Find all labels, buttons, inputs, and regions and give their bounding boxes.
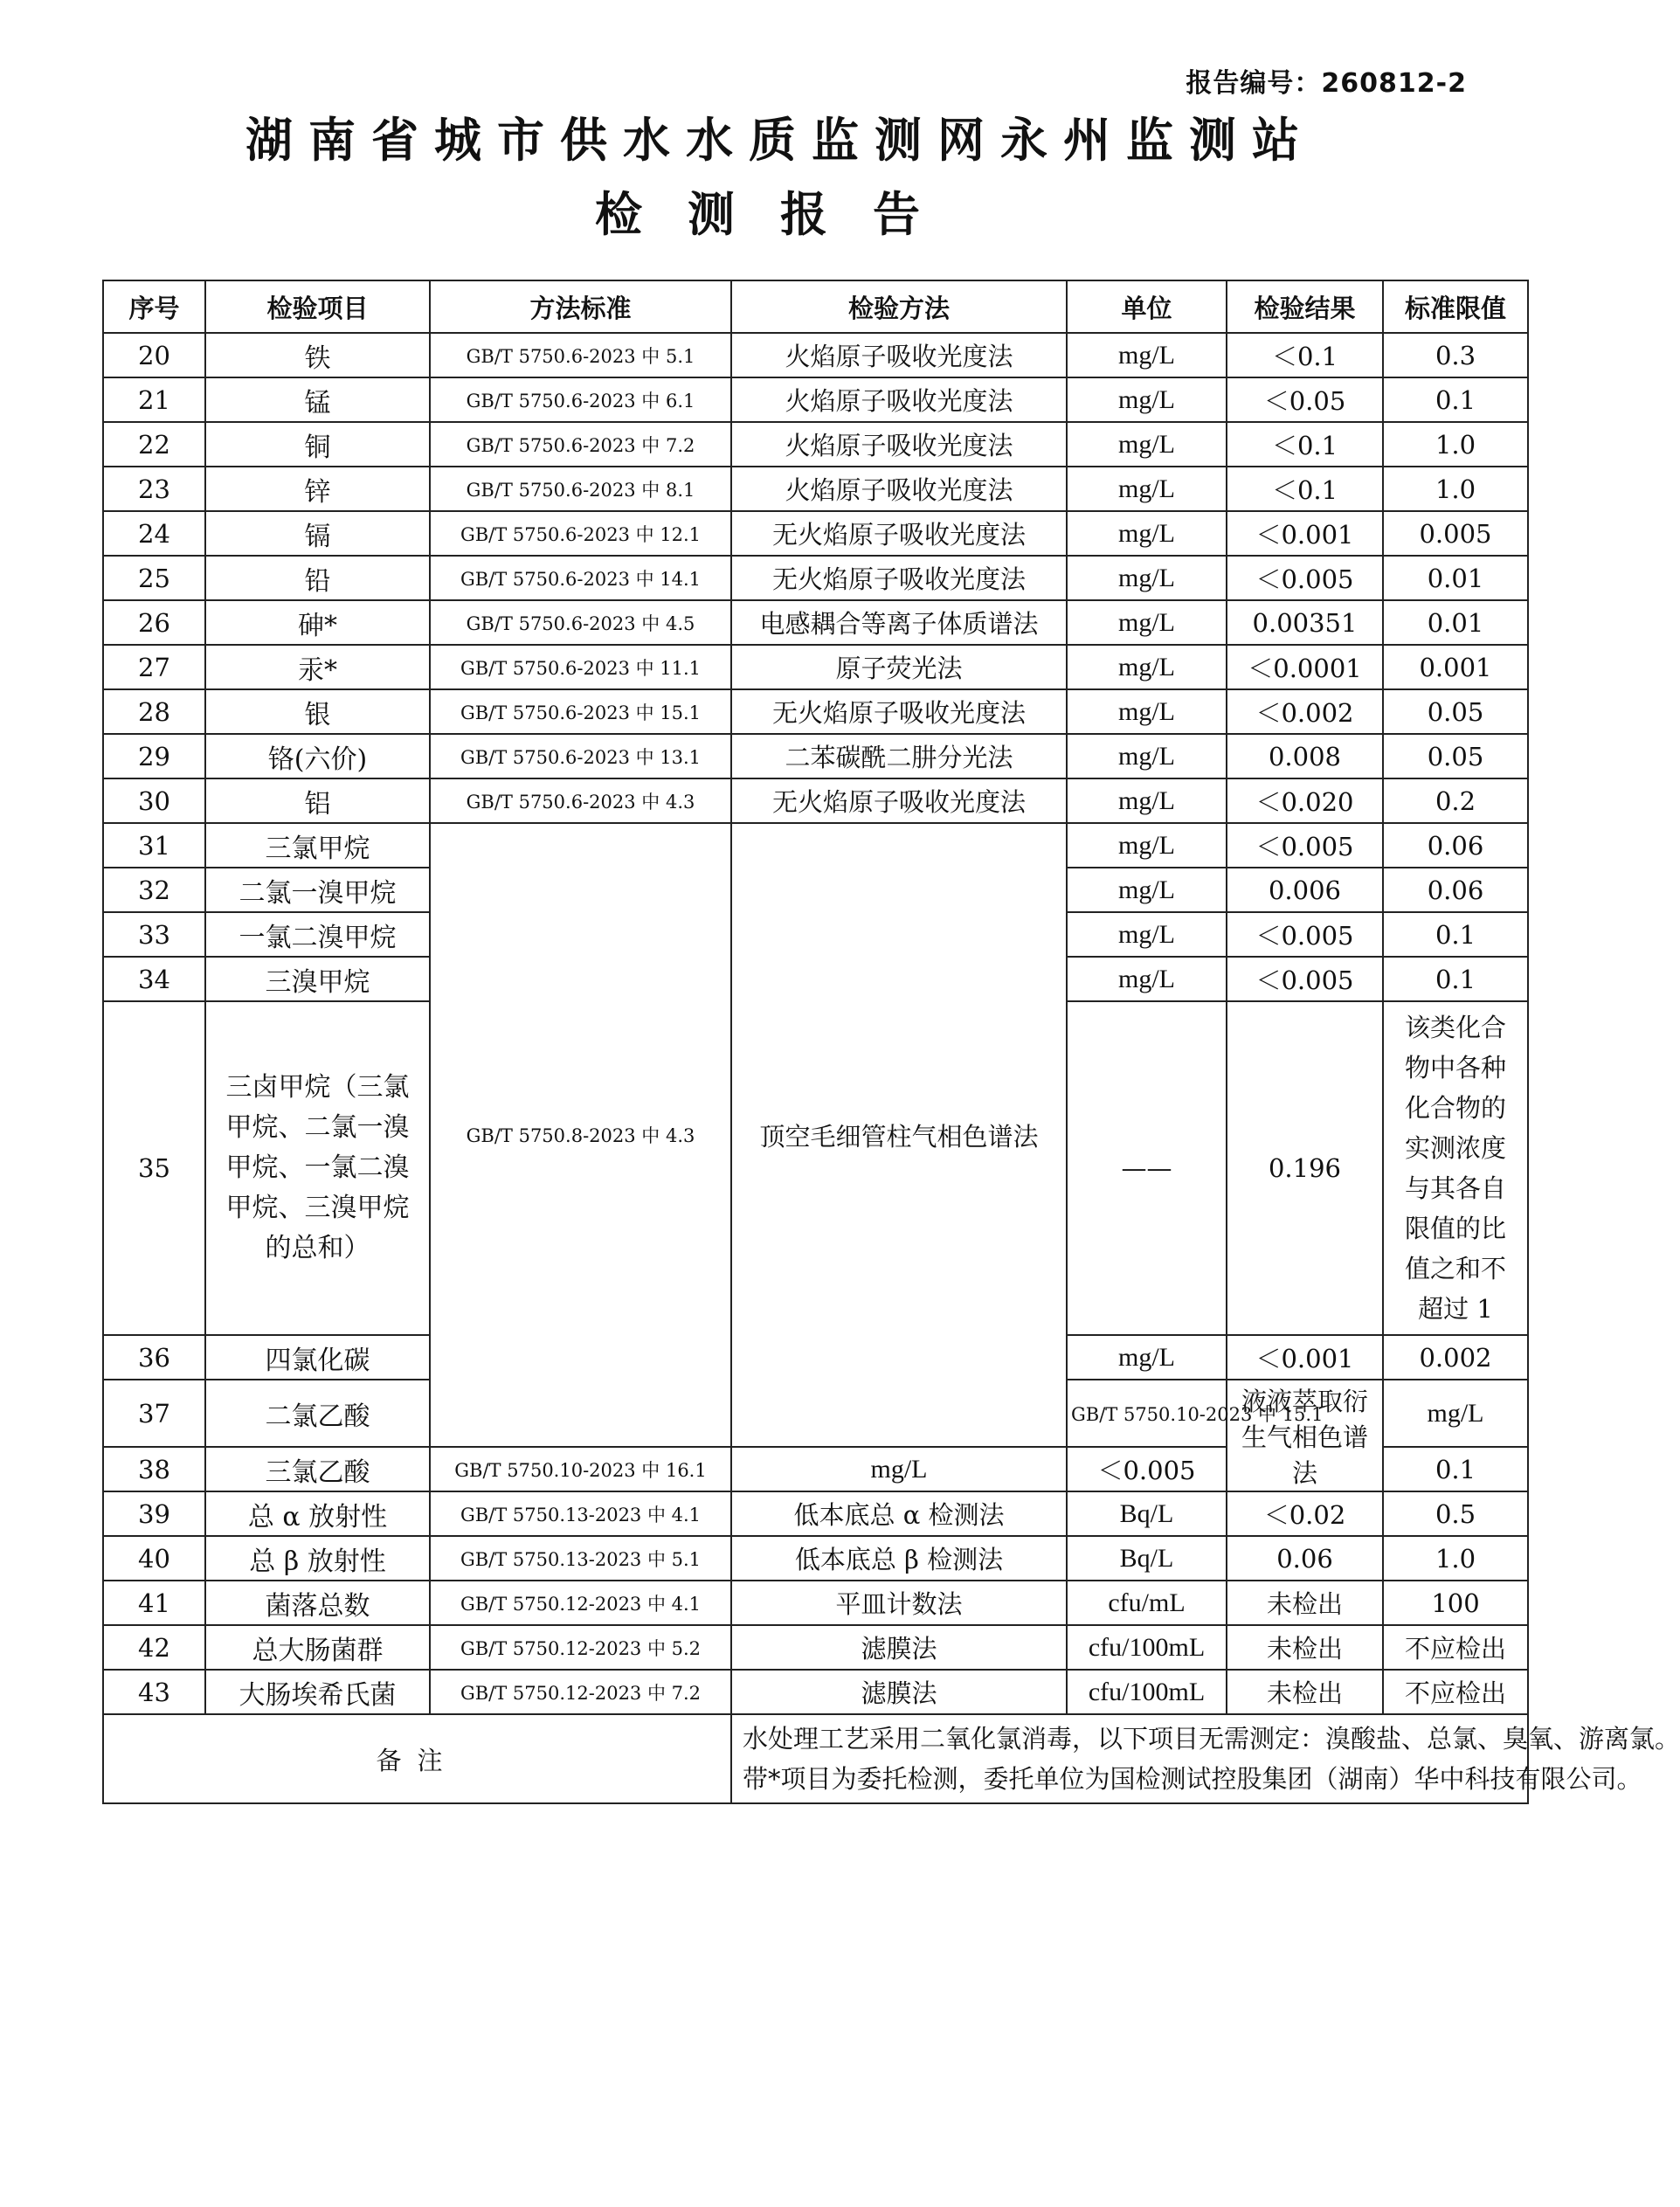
row-result: ＜0.005 bbox=[1227, 823, 1383, 868]
header-item: 检验项目 bbox=[205, 280, 430, 333]
row-limit: 0.001 bbox=[1383, 645, 1528, 689]
row-result: 0.006 bbox=[1227, 868, 1383, 912]
row-result: ＜0.1 bbox=[1227, 422, 1383, 467]
row-limit: 0.1 bbox=[1383, 1447, 1528, 1491]
row-result: 未检出 bbox=[1227, 1625, 1383, 1670]
row-no: 32 bbox=[103, 868, 205, 912]
row-item: 汞* bbox=[205, 645, 430, 689]
row-result: ＜0.1 bbox=[1227, 333, 1383, 377]
row-method: 无火焰原子吸收光度法 bbox=[731, 778, 1067, 823]
row-unit: mg/L bbox=[1067, 912, 1227, 957]
row-unit: mg/L bbox=[1067, 645, 1227, 689]
report-number: 报告编号：260812-2 bbox=[1186, 68, 1467, 99]
row-limit: 0.05 bbox=[1383, 734, 1528, 778]
limit-line: 超过 1 bbox=[1418, 1294, 1493, 1324]
row-result: ＜0.001 bbox=[1227, 511, 1383, 556]
row-limit: 0.01 bbox=[1383, 556, 1528, 600]
row-standard: GB/T 5750.6-2023 中 11.1 bbox=[430, 645, 731, 689]
table-row bbox=[103, 333, 1528, 377]
row-limit: 0.06 bbox=[1383, 823, 1528, 868]
row-method: 无火焰原子吸收光度法 bbox=[731, 556, 1067, 600]
row-no: 20 bbox=[103, 333, 205, 377]
row-no: 34 bbox=[103, 957, 205, 1001]
row-result: 未检出 bbox=[1227, 1670, 1383, 1714]
row-limit: 不应检出 bbox=[1383, 1670, 1528, 1714]
row-method: 火焰原子吸收光度法 bbox=[731, 377, 1067, 422]
row-limit: 0.01 bbox=[1383, 600, 1528, 645]
header-limit: 标准限值 bbox=[1383, 280, 1528, 333]
table-row bbox=[103, 511, 1528, 556]
row-limit: 0.05 bbox=[1383, 689, 1528, 734]
row-result: 未检出 bbox=[1227, 1581, 1383, 1625]
row-result: ＜0.005 bbox=[1227, 957, 1383, 1001]
row-method: 低本底总 α 检测法 bbox=[731, 1491, 1067, 1536]
row-result: ＜0.005 bbox=[1067, 1447, 1227, 1491]
row-no: 31 bbox=[103, 823, 205, 868]
row-item: 二氯一溴甲烷 bbox=[205, 868, 430, 912]
row-unit: mg/L bbox=[1067, 333, 1227, 377]
limit-line: 物中各种 bbox=[1404, 1053, 1506, 1083]
row-limit: 0.1 bbox=[1383, 377, 1528, 422]
row-standard: GB/T 5750.6-2023 中 6.1 bbox=[430, 377, 731, 422]
row-method: 火焰原子吸收光度法 bbox=[731, 467, 1067, 511]
row-no: 26 bbox=[103, 600, 205, 645]
row-item: 四氯化碳 bbox=[205, 1335, 430, 1380]
row-item-multiline bbox=[205, 1001, 430, 1335]
row-no: 22 bbox=[103, 422, 205, 467]
row-result: 0.008 bbox=[1227, 734, 1383, 778]
row-item: 菌落总数 bbox=[205, 1581, 430, 1625]
row-unit: mg/L bbox=[1067, 734, 1227, 778]
limit-line: 值之和不 bbox=[1404, 1254, 1506, 1283]
row-no: 42 bbox=[103, 1625, 205, 1670]
row-item: 三氯甲烷 bbox=[205, 823, 430, 868]
table-row bbox=[103, 1670, 1528, 1714]
row-result: 0.00351 bbox=[1227, 600, 1383, 645]
row-limit: 1.0 bbox=[1383, 1536, 1528, 1581]
remarks-label: 备注 bbox=[103, 1714, 731, 1803]
header-no: 序号 bbox=[103, 280, 205, 333]
results-table bbox=[102, 280, 1680, 1804]
row-item: 镉 bbox=[205, 511, 430, 556]
row-standard: GB/T 5750.6-2023 中 5.1 bbox=[430, 333, 731, 377]
table-row bbox=[103, 778, 1528, 823]
row-item: 锌 bbox=[205, 467, 430, 511]
row-standard: GB/T 5750.6-2023 中 15.1 bbox=[430, 689, 731, 734]
row-unit: mg/L bbox=[1067, 422, 1227, 467]
item-line: 的总和） bbox=[265, 1233, 370, 1263]
row-no: 28 bbox=[103, 689, 205, 734]
item-line: 甲烷、二氯一溴 bbox=[225, 1112, 410, 1143]
row-no: 39 bbox=[103, 1491, 205, 1536]
row-result: ＜0.1 bbox=[1227, 467, 1383, 511]
row-limit: 0.3 bbox=[1383, 333, 1528, 377]
row-item: 铜 bbox=[205, 422, 430, 467]
row-standard: GB/T 5750.6-2023 中 7.2 bbox=[430, 422, 731, 467]
row-unit: mg/L bbox=[1067, 467, 1227, 511]
remarks-content bbox=[731, 1714, 1680, 1803]
row-item: 一氯二溴甲烷 bbox=[205, 912, 430, 957]
row-standard: GB/T 5750.12-2023 中 5.2 bbox=[430, 1625, 731, 1670]
row-no: 27 bbox=[103, 645, 205, 689]
row-item: 锰 bbox=[205, 377, 430, 422]
row-standard: GB/T 5750.13-2023 中 4.1 bbox=[430, 1491, 731, 1536]
row-no: 37 bbox=[103, 1380, 205, 1447]
row-item: 大肠埃希氏菌 bbox=[205, 1670, 430, 1714]
row-limit: 0.1 bbox=[1383, 912, 1528, 957]
row-method: 火焰原子吸收光度法 bbox=[731, 333, 1067, 377]
table-row bbox=[103, 645, 1528, 689]
row-unit: mg/L bbox=[1067, 556, 1227, 600]
acid-method: 液液萃取衍生气相色谱法 bbox=[1227, 1380, 1383, 1491]
limit-line: 限值的比 bbox=[1404, 1214, 1506, 1243]
row-standard: GB/T 5750.6-2023 中 13.1 bbox=[430, 734, 731, 778]
item-line: 甲烷、三溴甲烷 bbox=[225, 1193, 410, 1223]
row-no: 36 bbox=[103, 1335, 205, 1380]
row-no: 41 bbox=[103, 1581, 205, 1625]
row-unit: cfu/mL bbox=[1067, 1581, 1227, 1625]
row-standard: GB/T 5750.6-2023 中 4.3 bbox=[430, 778, 731, 823]
thm-standard: GB/T 5750.8-2023 中 4.3 bbox=[430, 823, 731, 1447]
row-method: 无火焰原子吸收光度法 bbox=[731, 689, 1067, 734]
row-unit: mg/L bbox=[1067, 778, 1227, 823]
table-row bbox=[103, 1536, 1528, 1581]
row-standard: GB/T 5750.12-2023 中 4.1 bbox=[430, 1581, 731, 1625]
limit-line: 实测浓度 bbox=[1404, 1133, 1506, 1163]
row-no: 25 bbox=[103, 556, 205, 600]
row-limit: 0.005 bbox=[1383, 511, 1528, 556]
item-line: 三卤甲烷（三氯 bbox=[225, 1072, 410, 1103]
row-limit: 不应检出 bbox=[1383, 1625, 1528, 1670]
row-unit: mg/L bbox=[1067, 377, 1227, 422]
table-row bbox=[103, 1581, 1528, 1625]
row-item: 铅 bbox=[205, 556, 430, 600]
header-result: 检验结果 bbox=[1227, 280, 1383, 333]
row-standard: GB/T 5750.12-2023 中 7.2 bbox=[430, 1670, 731, 1714]
row-limit: 0.002 bbox=[1383, 1335, 1528, 1380]
table-row bbox=[103, 823, 1528, 868]
row-item: 三氯乙酸 bbox=[205, 1447, 430, 1491]
row-unit: mg/L bbox=[1067, 511, 1227, 556]
row-no: 35 bbox=[103, 1001, 205, 1335]
row-standard: GB/T 5750.13-2023 中 5.1 bbox=[430, 1536, 731, 1581]
row-no: 23 bbox=[103, 467, 205, 511]
row-item: 砷* bbox=[205, 600, 430, 645]
row-unit: mg/L bbox=[1067, 823, 1227, 868]
row-item: 铬(六价) bbox=[205, 734, 430, 778]
row-unit: mg/L bbox=[1067, 600, 1227, 645]
row-unit: mg/L bbox=[1067, 868, 1227, 912]
remark-line: 带*项目为委托检测，委托单位为国检测试控股集团（湖南）华中科技有限公司。 bbox=[743, 1764, 1642, 1794]
row-standard: GB/T 5750.6-2023 中 8.1 bbox=[430, 467, 731, 511]
table-row bbox=[103, 556, 1528, 600]
row-no: 38 bbox=[103, 1447, 205, 1491]
row-method: 滤膜法 bbox=[731, 1670, 1067, 1714]
row-method: 平皿计数法 bbox=[731, 1581, 1067, 1625]
row-standard: GB/T 5750.6-2023 中 14.1 bbox=[430, 556, 731, 600]
row-method: 电感耦合等离子体质谱法 bbox=[731, 600, 1067, 645]
row-no: 30 bbox=[103, 778, 205, 823]
row-item: 银 bbox=[205, 689, 430, 734]
row-result: ＜0.020 bbox=[1227, 778, 1383, 823]
table-row bbox=[103, 467, 1528, 511]
row-standard: GB/T 5750.6-2023 中 4.5 bbox=[430, 600, 731, 645]
row-result: ＜0.02 bbox=[1227, 1491, 1383, 1536]
header-standard: 方法标准 bbox=[430, 280, 731, 333]
row-standard: GB/T 5750.10-2023 中 15.1 bbox=[1067, 1380, 1227, 1447]
table-row bbox=[103, 1491, 1528, 1536]
row-limit: 1.0 bbox=[1383, 467, 1528, 511]
row-limit: 0.1 bbox=[1383, 957, 1528, 1001]
limit-line: 与其各自 bbox=[1404, 1173, 1506, 1203]
item-line: 甲烷、一氯二溴 bbox=[225, 1152, 410, 1183]
row-result: ＜0.005 bbox=[1227, 556, 1383, 600]
row-result: 0.06 bbox=[1227, 1536, 1383, 1581]
limit-line: 该类化合 bbox=[1404, 1013, 1506, 1042]
row-method: 滤膜法 bbox=[731, 1625, 1067, 1670]
row-item: 总 α 放射性 bbox=[205, 1491, 430, 1536]
row-item: 总大肠菌群 bbox=[205, 1625, 430, 1670]
report-title: 湖南省城市供水水质监测网永州监测站 bbox=[245, 113, 1315, 168]
row-result: ＜0.002 bbox=[1227, 689, 1383, 734]
table-row bbox=[103, 600, 1528, 645]
row-no: 24 bbox=[103, 511, 205, 556]
row-result: ＜0.001 bbox=[1227, 1335, 1383, 1380]
table-row bbox=[103, 422, 1528, 467]
row-result: ＜0.005 bbox=[1227, 912, 1383, 957]
row-item: 二氯乙酸 bbox=[205, 1380, 430, 1447]
row-method: 低本底总 β 检测法 bbox=[731, 1536, 1067, 1581]
row-method: 二苯碳酰二肼分光法 bbox=[731, 734, 1067, 778]
row-limit: 0.5 bbox=[1383, 1491, 1528, 1536]
row-unit: —— bbox=[1067, 1001, 1227, 1335]
remarks-row bbox=[103, 1714, 1528, 1803]
row-standard: GB/T 5750.10-2023 中 16.1 bbox=[430, 1447, 731, 1491]
report-subtitle: 检测报告 bbox=[595, 187, 965, 242]
row-limit: 0.06 bbox=[1383, 868, 1528, 912]
row-unit: mg/L bbox=[1067, 689, 1227, 734]
row-result: 0.196 bbox=[1227, 1001, 1383, 1335]
row-unit: Bq/L bbox=[1067, 1536, 1227, 1581]
row-limit: 0.2 bbox=[1383, 778, 1528, 823]
row-item: 铁 bbox=[205, 333, 430, 377]
header-unit: 单位 bbox=[1067, 280, 1227, 333]
row-no: 43 bbox=[103, 1670, 205, 1714]
table-row bbox=[103, 734, 1528, 778]
row-unit: cfu/100mL bbox=[1067, 1670, 1227, 1714]
row-method: 无火焰原子吸收光度法 bbox=[731, 511, 1067, 556]
row-no: 40 bbox=[103, 1536, 205, 1581]
table-row bbox=[103, 689, 1528, 734]
row-item: 总 β 放射性 bbox=[205, 1536, 430, 1581]
row-result: ＜0.05 bbox=[1227, 377, 1383, 422]
table-row bbox=[103, 377, 1528, 422]
row-item: 铝 bbox=[205, 778, 430, 823]
row-limit-multiline bbox=[1383, 1001, 1528, 1335]
row-result: ＜0.0001 bbox=[1227, 645, 1383, 689]
table-row bbox=[103, 1625, 1528, 1670]
row-unit: mg/L bbox=[1383, 1380, 1528, 1447]
row-no: 33 bbox=[103, 912, 205, 957]
row-limit: 1.0 bbox=[1383, 422, 1528, 467]
row-no: 21 bbox=[103, 377, 205, 422]
row-unit: mg/L bbox=[731, 1447, 1067, 1491]
row-limit: 100 bbox=[1383, 1581, 1528, 1625]
row-standard: GB/T 5750.6-2023 中 12.1 bbox=[430, 511, 731, 556]
row-unit: cfu/100mL bbox=[1067, 1625, 1227, 1670]
limit-line: 化合物的 bbox=[1404, 1093, 1506, 1123]
row-method: 火焰原子吸收光度法 bbox=[731, 422, 1067, 467]
row-no: 29 bbox=[103, 734, 205, 778]
row-item: 三溴甲烷 bbox=[205, 957, 430, 1001]
row-unit: mg/L bbox=[1067, 957, 1227, 1001]
header-row bbox=[103, 280, 1528, 333]
row-method: 原子荧光法 bbox=[731, 645, 1067, 689]
remark-line: 水处理工艺采用二氧化氯消毒，以下项目无需测定：溴酸盐、总氯、臭氧、游离氯。 bbox=[743, 1724, 1680, 1754]
row-unit: mg/L bbox=[1067, 1335, 1227, 1380]
row-unit: Bq/L bbox=[1067, 1491, 1227, 1536]
thm-method: 顶空毛细管柱气相色谱法 bbox=[731, 823, 1067, 1447]
header-method: 检验方法 bbox=[731, 280, 1067, 333]
